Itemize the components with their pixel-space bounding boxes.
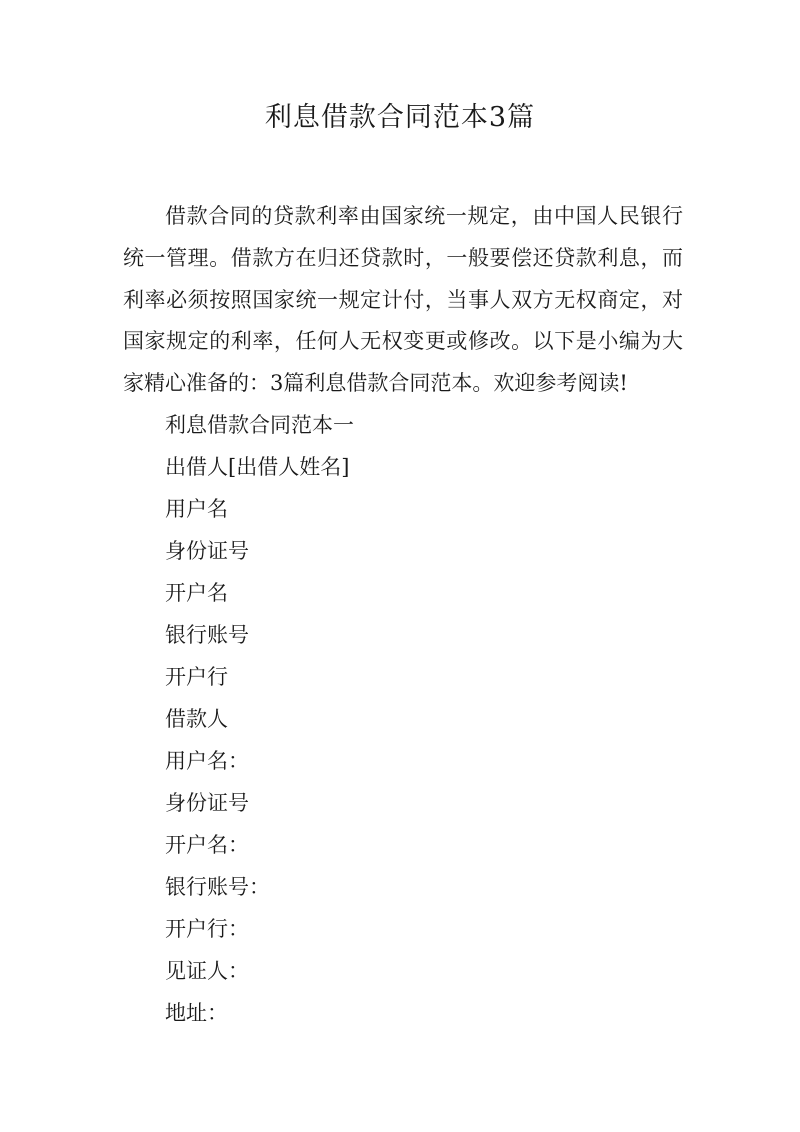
lender-line: 出借人[出借人姓名] [165,455,350,479]
borrower-id-number-line: 身份证号 [165,791,249,815]
lender-bank-account-line: 银行账号 [165,623,249,647]
lender-id-number-line: 身份证号 [165,539,249,563]
borrower-bank-account-line: 银行账号： [165,875,270,899]
borrower-account-name-line: 开户名： [165,833,249,857]
contract-fields-list [165,404,354,1034]
lender-bank-line: 开户行 [165,665,228,689]
address-line: 地址： [165,1001,228,1025]
intro-paragraph: 借款合同的贷款利率由国家统一规定，由中国人民银行统一管理。借款方在归还贷款时，一般要偿还贷款利息，而利率必须按照国家统一规定计付，当事人双方无权商定，对国家规定的利率，任何人无权变更或修改。以下是小编为大家精心准备的：3篇利息借款合同范本。欢迎参考阅读! [123,204,683,396]
witness-line: 见证人： [165,959,249,983]
lender-username-line: 用户名 [165,497,228,521]
borrower-line: 借款人 [165,707,228,731]
section-heading: 利息借款合同范本一 [165,413,354,437]
page-title: 利息借款合同范本3篇 [264,102,536,133]
borrower-username-line: 用户名： [165,749,249,773]
borrower-bank-line: 开户行： [165,917,249,941]
lender-account-name-line: 开户名 [165,581,228,605]
